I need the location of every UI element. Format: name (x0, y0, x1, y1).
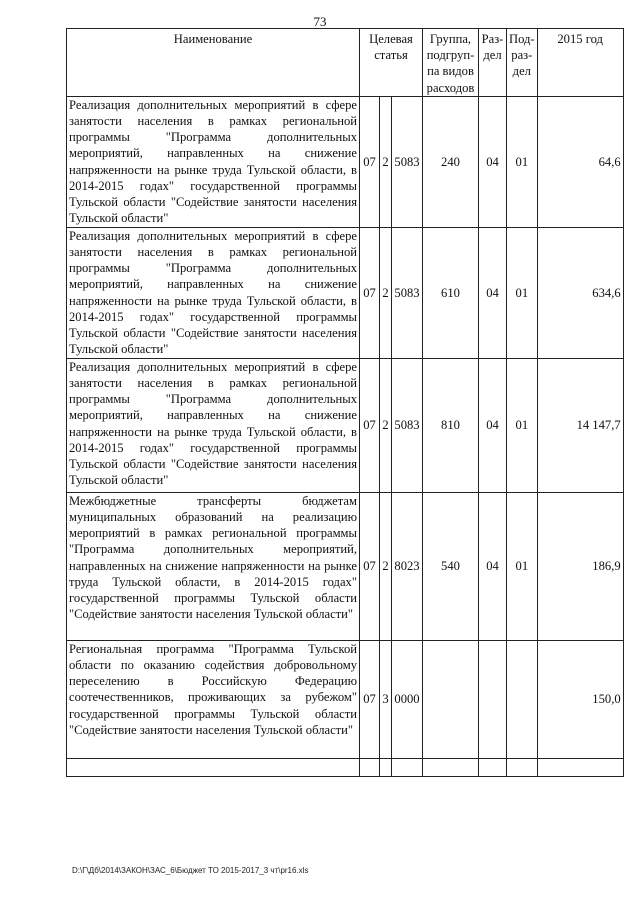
subsection-code: 01 (507, 358, 538, 492)
expense-group (423, 640, 479, 758)
row-name: Региональная программа "Программа Тульской области по оказанию содействия добровольному переселению в Российскую Федерацию соотечественников, проживающих за рубежом" государственной программы Тульской области "Содействие занятости населения Тульской области" (67, 640, 360, 758)
header-target-article: Целевая статья (360, 29, 423, 97)
target-code-3: 5083 (392, 227, 423, 358)
target-code-3: 5083 (392, 358, 423, 492)
amount-2015: 14 147,7 (537, 358, 623, 492)
header-section: Раз-дел (479, 29, 507, 97)
amount-2015: 64,6 (537, 96, 623, 227)
table-row-empty (67, 758, 624, 776)
header-year-2015: 2015 год (537, 29, 623, 97)
expense-group: 240 (423, 96, 479, 227)
amount-2015: 150,0 (537, 640, 623, 758)
section-code: 04 (479, 227, 507, 358)
table-row (67, 492, 624, 640)
header-name: Наименование (67, 29, 360, 97)
expense-group: 610 (423, 227, 479, 358)
header-expense-group: Группа, подгруп-па видов расходов (423, 29, 479, 97)
subsection-code: 01 (507, 492, 538, 640)
page-number: 73 (313, 14, 327, 29)
target-code-2: 2 (380, 227, 392, 358)
expense-group: 540 (423, 492, 479, 640)
target-code-2: 3 (380, 640, 392, 758)
target-code-2: 2 (380, 358, 392, 492)
budget-table (66, 28, 624, 777)
target-code-2: 2 (380, 96, 392, 227)
target-code-1: 07 (360, 96, 380, 227)
row-name: Реализация дополнительных мероприятий в сфере занятости населения в рамках региональной программы "Программа дополнительных мероприятий, направленных на снижение напряженности на рынке труда Тульской области, в 2014-2015 годах" государственной программы Тульской области "Содействие занятости населения Тульской области" (67, 96, 360, 227)
amount-2015: 634,6 (537, 227, 623, 358)
target-code-3: 8023 (392, 492, 423, 640)
target-code-1: 07 (360, 492, 380, 640)
section-code (479, 640, 507, 758)
header-subsection: Под-раз-дел (507, 29, 538, 97)
expense-group: 810 (423, 358, 479, 492)
row-name: Межбюджетные трансферты бюджетам муниципальных образований на реализацию мероприятий в рамках региональной программы "Программа дополнительных мероприятий, направленных на снижение напряженности на рынке труда Тульской области, в 2014-2015 годах" государственной программы Тульской области "Содействие занятости населения Тульской области" (67, 492, 360, 640)
table-row (67, 96, 624, 227)
file-path-footer: D:\Г\Дб\2014\ЗАКОН\ЗАС_6\Бюджет ТО 2015-2017_3 чт\pr16.xls (72, 866, 309, 875)
table-row (67, 640, 624, 758)
target-code-3: 5083 (392, 96, 423, 227)
target-code-1: 07 (360, 640, 380, 758)
target-code-3: 0000 (392, 640, 423, 758)
section-code: 04 (479, 358, 507, 492)
target-code-1: 07 (360, 358, 380, 492)
table-row (67, 358, 624, 492)
target-code-2: 2 (380, 492, 392, 640)
subsection-code: 01 (507, 227, 538, 358)
section-code: 04 (479, 492, 507, 640)
table-row (67, 227, 624, 358)
target-code-1: 07 (360, 227, 380, 358)
amount-2015: 186,9 (537, 492, 623, 640)
header-row (67, 29, 624, 97)
section-code: 04 (479, 96, 507, 227)
subsection-code: 01 (507, 96, 538, 227)
subsection-code (507, 640, 538, 758)
row-name: Реализация дополнительных мероприятий в сфере занятости населения в рамках региональной программы "Программа дополнительных мероприятий, направленных на снижение напряженности на рынке труда Тульской области, в 2014-2015 годах" государственной программы Тульской области "Содействие занятости населения Тульской области" (67, 227, 360, 358)
row-name: Реализация дополнительных мероприятий в сфере занятости населения в рамках региональной программы "Программа дополнительных мероприятий, направленных на снижение напряженности на рынке труда Тульской области, в 2014-2015 годах" государственной программы Тульской области "Содействие занятости населения Тульской области" (67, 358, 360, 492)
